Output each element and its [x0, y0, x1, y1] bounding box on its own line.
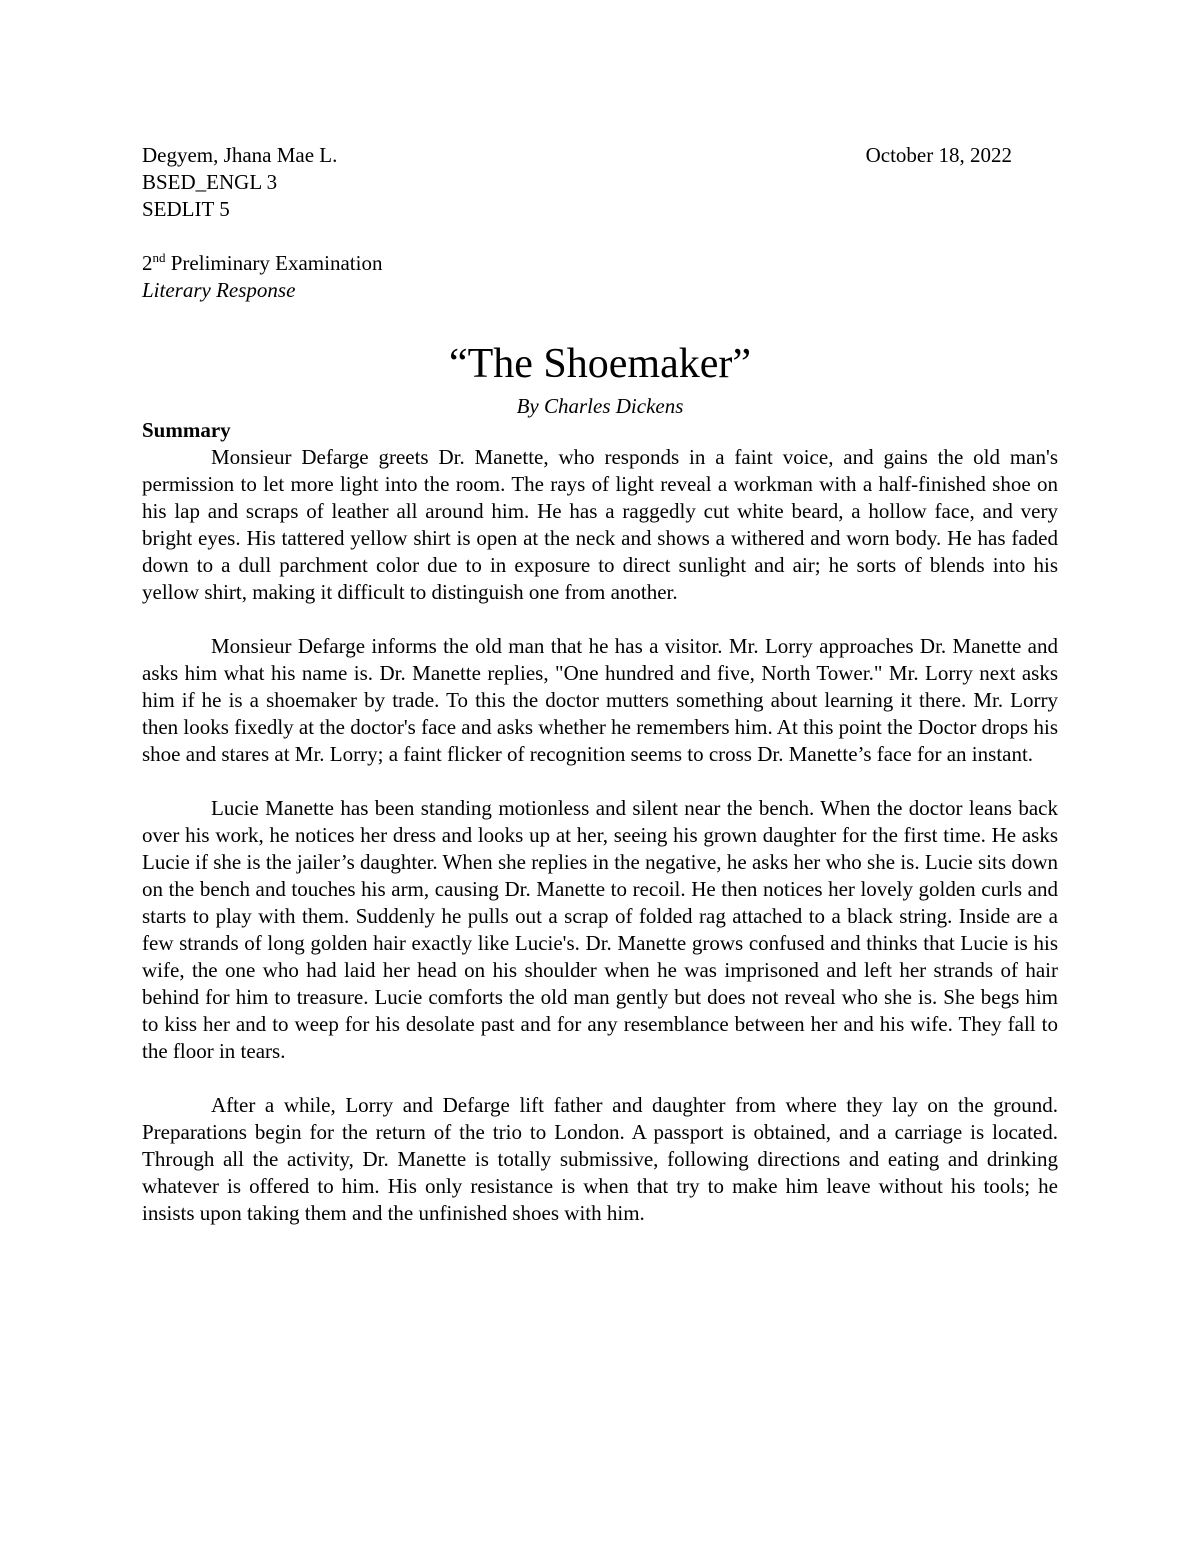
summary-paragraph-1: Monsieur Defarge greets Dr. Manette, who responds in a faint voice, and gains the old man's permission to let more light into the room. The rays of light reveal a workman with a half-finished shoe on his lap and scraps of leather all around him. He has a raggedly cut white beard, a hollow face, and very bright eyes. His tattered yellow shirt is open at the neck and shows a withered and worn body. He has faded down to a dull parchment color due to in exposure to direct sunlight and air; he sorts of blends into his yellow shirt, making it difficult to distinguish one from another.	[142, 445, 1058, 604]
course-label: BSED_ENGL 3	[142, 170, 278, 194]
document-date: October 18, 2022	[865, 143, 1012, 167]
summary-paragraph-3: Lucie Manette has been standing motionless and silent near the bench. When the doctor leans back over his work, he notices her dress and looks up at her, seeing his grown daughter for the first time. He asks Lucie if she is the jailer’s daughter. When she replies in the negative, he asks her who she is. Lucie sits down on the bench and touches his arm, causing Dr. Manette to recoil. He then notices her lovely golden curls and starts to play with them. Suddenly he pulls out a scrap of folded rag attached to a black string. Inside are a few strands of long golden hair exactly like Lucie's. Dr. Manette grows confused and thinks that Lucie is his wife, the one who had laid her head on his shoulder when he was imprisoned and left her strands of hair behind for him to treasure. Lucie comforts the old man gently but does not reveal who she is. She begs him to kiss her and to weep for his desolate past and for any resemblance between her and his wife. They fall to the floor in tears.	[142, 796, 1058, 1063]
response-type: Literary Response	[142, 278, 296, 302]
header-block	[142, 142, 1058, 304]
summary-paragraph-4: After a while, Lorry and Defarge lift father and daughter from where they lay on the ground. Preparations begin for the return of the trio to London. A passport is obtained, and a carriage is located. Through all the activity, Dr. Manette is totally submissive, following directions and eating and drinking whatever is offered to him. His only resistance is when that try to make him leave without his tools; he insists upon taking them and the unfinished shoes with him.	[142, 1093, 1058, 1225]
exam-number: 2	[142, 251, 153, 275]
header-spacer	[142, 223, 1058, 250]
document-byline: By Charles Dickens	[516, 394, 684, 418]
exam-title-text: Preliminary Examination	[165, 251, 383, 275]
subject-label: SEDLIT 5	[142, 197, 230, 221]
exam-ordinal-suffix: nd	[152, 250, 166, 265]
summary-section	[142, 417, 1058, 1254]
document-title: “The Shoemaker”	[448, 341, 752, 387]
summary-paragraph-2: Monsieur Defarge informs the old man that he has a visitor. Mr. Lorry approaches Dr. Manette and asks him what his name is. Dr. Manette replies, "One hundred and five, North Tower." Mr. Lorry next asks him if he is a shoemaker by trade. To this the doctor mutters something about learning it there. Mr. Lorry then looks fixedly at the doctor's face and asks whether he remembers him. At this point the Doctor drops his shoe and stares at Mr. Lorry; a faint flicker of recognition seems to cross Dr. Manette’s face for an instant.	[142, 634, 1058, 766]
student-name: Degyem, Jhana Mae L.	[142, 143, 338, 167]
header-first-row	[142, 142, 1012, 169]
exam-title	[142, 250, 1058, 277]
summary-heading: Summary	[142, 418, 231, 442]
